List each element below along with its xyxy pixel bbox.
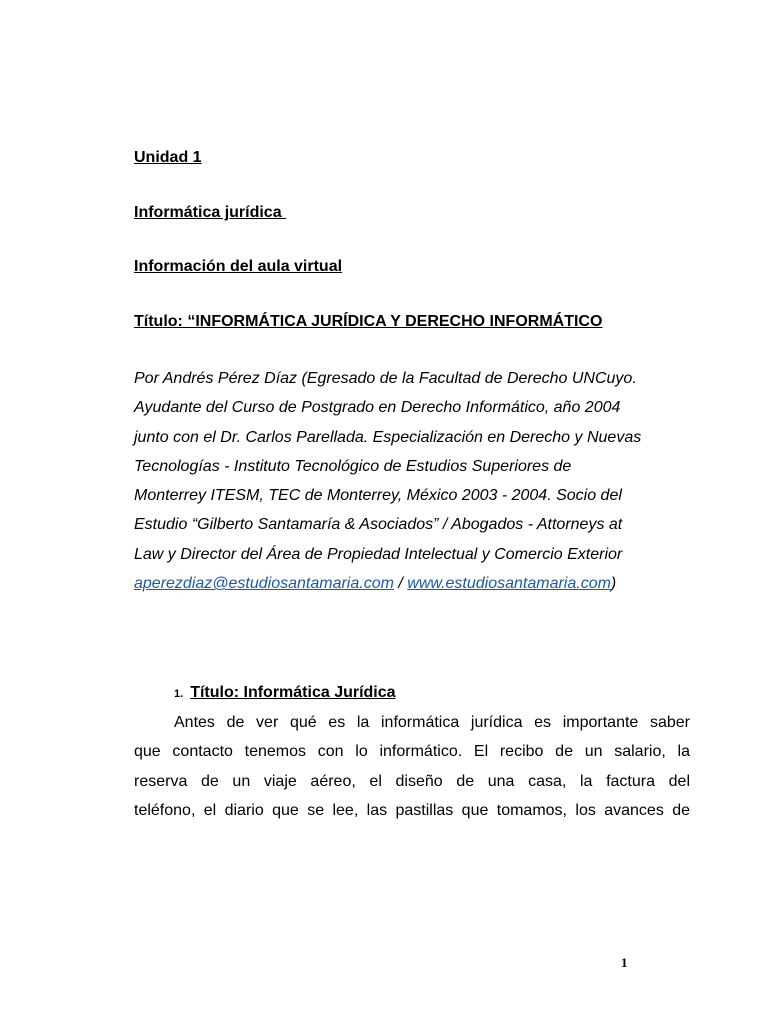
document-title: Título: “INFORMÁTICA JURÍDICA Y DERECHO INFORMÁTICO [134, 313, 603, 330]
unit-heading: Unidad 1 [134, 149, 202, 166]
body-line: teléfono, el diario que se lee, las pastillas que tomamos, los avances de [134, 801, 690, 819]
page-number: 1 [621, 955, 628, 970]
author-line: Ayudante del Curso de Postgrado en Derecho Informático, año 2004 [134, 399, 621, 417]
email-link[interactable]: aperezdiaz@estudiosantamaria.com [134, 575, 394, 593]
body-line: que contacto tenemos con lo informático. El recibo de un salario, la [134, 743, 690, 761]
author-line: Por Andrés Pérez Díaz (Egresado de la Facultad de Derecho UNCuyo. [134, 370, 637, 387]
author-line: Law y Director del Área de Propiedad Intelectual y Comercio Exterior [134, 545, 623, 563]
body-line: reserva de un viaje aéreo, el diseño de una casa, la factura del [134, 772, 690, 790]
website-link[interactable]: www.estudiosantamaria.com [407, 575, 611, 593]
author-paragraph [134, 364, 694, 598]
author-line: Estudio “Gilberto Santamaría & Asociados” / Abogados - Attorneys at [134, 516, 623, 534]
subject-heading: Informática jurídica [134, 204, 287, 221]
body-line: Antes de ver qué es la informática jurídica es importante saber [174, 714, 690, 731]
section-title: Título: Informática Jurídica [190, 684, 396, 701]
contact-line [134, 569, 694, 598]
body-paragraph [134, 708, 690, 825]
closing-paren: ) [610, 575, 617, 593]
author-line: Tecnologías - Instituto Tecnológico de Estudios Superiores de [134, 457, 572, 475]
author-line: junto con el Dr. Carlos Parellada. Especialización en Derecho y Nuevas [134, 428, 642, 446]
section-heading [174, 684, 396, 702]
section-number: 1. [174, 688, 184, 700]
aula-heading: Información del aula virtual [134, 258, 343, 275]
link-separator: / [393, 575, 408, 593]
author-line: Monterrey ITESM, TEC de Monterrey, México 2003 - 2004. Socio del [134, 487, 622, 505]
